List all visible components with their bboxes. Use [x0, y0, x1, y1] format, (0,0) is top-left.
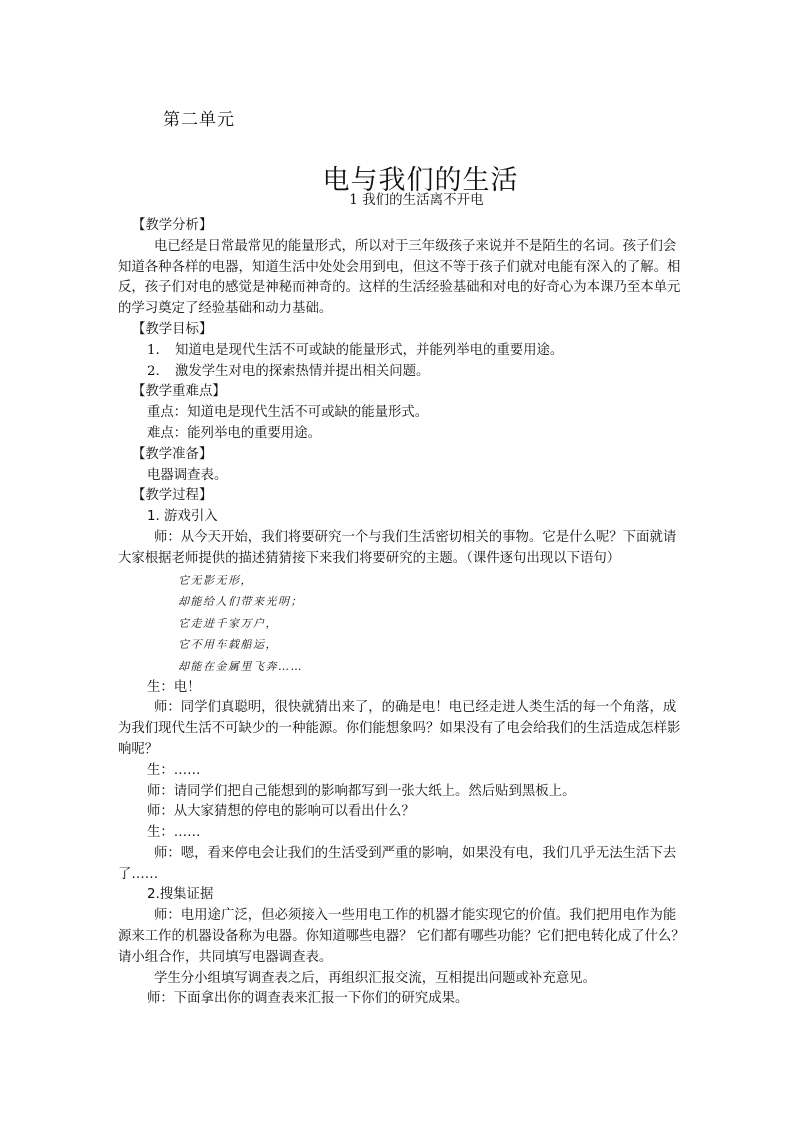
teacher-line: 师：请同学们把自己能想到的影响都写到一张大纸上。然后贴到黑板上。 — [147, 783, 576, 799]
analysis-heading: 【教学分析】 — [132, 218, 213, 233]
poem-line: 它无影无形， — [178, 573, 253, 587]
preparation-text: 电器调查表。 — [147, 467, 228, 483]
process-note: 学生分小组填写调查表之后，再组织汇报交流，互相提出问题或补充意见。 — [154, 970, 596, 986]
lesson-subtitle: 1 我们的生活离不开电 — [349, 192, 484, 208]
goal-item — [118, 362, 686, 383]
teacher-line: 师：从今天开始，我们将要研究一个与我们生活密切相关的事物。它是什么呢？下面就请大家根据老师提供的描述猜猜接下来我们将要研究的主题。（课件逐句出现以下语句） — [118, 529, 677, 566]
student-line: 生：…… — [147, 825, 201, 841]
goals-heading: 【教学目标】 — [132, 321, 213, 337]
goal-number: 2. — [147, 363, 160, 379]
unit-label: 第二单元 — [163, 110, 235, 130]
page-title: 电与我们的生活 — [322, 165, 519, 197]
poem-line: 却能在金属里飞奔…… — [178, 659, 303, 673]
poem-line: 却能给人们带来光明； — [178, 595, 303, 609]
preparation-heading: 【教学准备】 — [132, 446, 213, 462]
teacher-line: 师：从大家猜想的停电的影响可以看出什么？ — [147, 804, 415, 820]
analysis-text: 电已经是日常最常见的能量形式，所以对于三年级孩子来说并不是陌生的名词。孩子们会知道各种各样的电器，知道生活中处处会用到电，但这不等于孩子们就对电能有深入的了解。相反，孩子们对电的感觉是神秘而神奇的。这样的生活经验基础和对电的好奇心为本课乃至本单元的学习奠定了经验基础和动力基础。 — [118, 238, 681, 317]
keypoints-heading: 【教学重难点】 — [132, 384, 226, 400]
section-title: 2.搜集证据 — [147, 887, 214, 903]
teacher-line: 师：同学们真聪明，很快就猜出来了，的确是电！电已经走进人类生活的每一个角落，成为我们现代生活不可缺少的一种能源。你们能想象吗？如果没有了电会给我们的生活造成怎样影响呢？ — [118, 700, 681, 757]
teacher-line: 师：嗯，看来停电会让我们的生活受到严重的影响，如果没有电，我们几乎无法生活下去了…… — [118, 845, 677, 882]
student-line: 生：电！ — [147, 679, 201, 695]
teacher-line: 师：下面拿出你的调查表来汇报一下你们的研究成果。 — [147, 991, 469, 1007]
keypoint-focus: 重点：知道电是现代生活不可或缺的能量形式。 — [147, 405, 429, 421]
poem-line: 它走进千家万户， — [178, 616, 278, 630]
document-body — [118, 216, 686, 1010]
goal-number: 1. — [147, 342, 160, 358]
keypoint-difficulty: 难点：能列举电的重要用途。 — [147, 425, 322, 441]
poem-line: 它不用车载船运， — [178, 638, 278, 652]
goal-text: 激发学生对电的探索热情并提出相关问题。 — [175, 363, 430, 379]
goal-text: 知道电是现代生活不可或缺的能量形式，并能列举电的重要用途。 — [175, 342, 564, 358]
student-line: 生：…… — [147, 762, 201, 778]
goal-item — [118, 341, 686, 362]
process-heading: 【教学过程】 — [132, 488, 213, 504]
section-title: 1. 游戏引入 — [147, 509, 218, 525]
teacher-line: 师：电用途广泛，但必须接入一些用电工作的机器才能实现它的价值。我们把用电作为能源来工作的机器设备称为电器。你知道哪些电器？ 它们都有哪些功能？它们把电转化成了什么？请小组合作，共同填写电器调查表。 — [118, 908, 685, 965]
